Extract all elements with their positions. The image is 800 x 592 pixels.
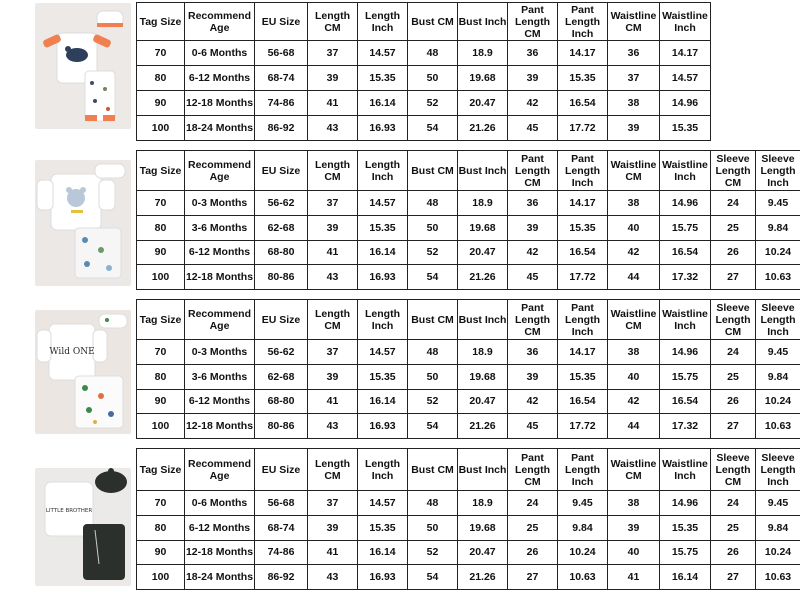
table-cell: 10.24 <box>756 540 800 565</box>
table-cell: 25 <box>711 515 756 540</box>
header-cell: Length CM <box>308 3 358 41</box>
table-cell: 10.24 <box>756 389 800 414</box>
header-cell: Waistline Inch <box>660 151 711 191</box>
table-cell: 20.47 <box>458 540 508 565</box>
table-cell: 70 <box>137 41 185 66</box>
table-cell: 86-92 <box>255 565 308 590</box>
header-cell: Sleeve Length Inch <box>756 151 800 191</box>
header-cell: Recommend Age <box>185 151 255 191</box>
header-cell: Pant Length Inch <box>558 3 608 41</box>
header-row <box>137 3 711 41</box>
table-cell: 16.93 <box>358 565 408 590</box>
table-row <box>137 491 800 516</box>
table-cell: 100 <box>137 414 185 439</box>
table-cell: 14.57 <box>358 191 408 216</box>
header-cell: Length Inch <box>358 3 408 41</box>
table-row <box>137 414 800 439</box>
table-row <box>137 540 800 565</box>
table-cell: 43 <box>308 565 358 590</box>
table-cell: 9.45 <box>558 491 608 516</box>
product-image-wild-one-outfit <box>35 310 131 434</box>
table-cell: 15.75 <box>660 215 711 240</box>
table-cell: 14.57 <box>358 340 408 365</box>
table-cell: 27 <box>711 565 756 590</box>
table-cell: 21.26 <box>458 565 508 590</box>
table-cell: 80 <box>137 215 185 240</box>
table-cell: 39 <box>308 215 358 240</box>
table-cell: 15.35 <box>558 364 608 389</box>
table-cell: 37 <box>608 66 660 91</box>
table-cell: 18.9 <box>458 191 508 216</box>
table-cell: 41 <box>308 240 358 265</box>
table-cell: 80 <box>137 515 185 540</box>
table-cell: 15.35 <box>358 515 408 540</box>
table-cell: 68-80 <box>255 240 308 265</box>
table-row <box>137 191 800 216</box>
header-cell: Bust CM <box>408 3 458 41</box>
table-cell: 54 <box>408 116 458 141</box>
header-cell: EU Size <box>255 449 308 491</box>
table-cell: 26 <box>508 540 558 565</box>
table-cell: 6-12 Months <box>185 66 255 91</box>
table-cell: 38 <box>608 491 660 516</box>
table-cell: 48 <box>408 340 458 365</box>
table-cell: 36 <box>508 340 558 365</box>
header-cell: Tag Size <box>137 3 185 41</box>
table-cell: 44 <box>608 414 660 439</box>
header-row <box>137 300 800 340</box>
table-cell: 68-80 <box>255 389 308 414</box>
header-cell: Sleeve Length CM <box>711 300 756 340</box>
table-cell: 10.63 <box>756 565 800 590</box>
table-cell: 9.84 <box>558 515 608 540</box>
table-cell: 42 <box>508 240 558 265</box>
table-cell: 14.17 <box>558 191 608 216</box>
header-cell: Bust CM <box>408 300 458 340</box>
table-cell: 12-18 Months <box>185 91 255 116</box>
print-text-wild-one: Wild ONE <box>49 347 95 357</box>
header-cell: Bust Inch <box>458 3 508 41</box>
table-cell: 39 <box>508 66 558 91</box>
header-cell: Bust Inch <box>458 300 508 340</box>
header-cell: Bust Inch <box>458 449 508 491</box>
table-cell: 18-24 Months <box>185 116 255 141</box>
table-cell: 19.68 <box>458 66 508 91</box>
table-cell: 80 <box>137 364 185 389</box>
table-cell: 12-18 Months <box>185 414 255 439</box>
header-cell: Waistline CM <box>608 3 660 41</box>
table-cell: 43 <box>308 116 358 141</box>
table-cell: 10.63 <box>756 414 800 439</box>
header-cell: Pant Length CM <box>508 300 558 340</box>
table-cell: 16.14 <box>660 565 711 590</box>
table-cell: 68-74 <box>255 515 308 540</box>
table-cell: 74-86 <box>255 540 308 565</box>
header-cell: Waistline Inch <box>660 449 711 491</box>
table-cell: 14.17 <box>660 41 711 66</box>
header-cell: Sleeve Length Inch <box>756 449 800 491</box>
table-cell: 17.72 <box>558 116 608 141</box>
header-cell: EU Size <box>255 3 308 41</box>
table-cell: 56-68 <box>255 41 308 66</box>
table-cell: 50 <box>408 364 458 389</box>
header-cell: Pant Length Inch <box>558 300 608 340</box>
table-cell: 54 <box>408 565 458 590</box>
table-cell: 44 <box>608 265 660 290</box>
header-cell: Length CM <box>308 449 358 491</box>
table-cell: 16.14 <box>358 91 408 116</box>
header-cell: Recommend Age <box>185 449 255 491</box>
table-cell: 16.93 <box>358 414 408 439</box>
table-cell: 9.84 <box>756 215 800 240</box>
size-table-4 <box>136 448 800 590</box>
table-cell: 3-6 Months <box>185 215 255 240</box>
table-cell: 39 <box>308 66 358 91</box>
table-cell: 20.47 <box>458 240 508 265</box>
table-cell: 80-86 <box>255 265 308 290</box>
table-cell: 19.68 <box>458 215 508 240</box>
table-cell: 50 <box>408 215 458 240</box>
table-cell: 50 <box>408 66 458 91</box>
table-cell: 25 <box>508 515 558 540</box>
table-cell: 36 <box>608 41 660 66</box>
table-cell: 41 <box>608 565 660 590</box>
size-table-3 <box>136 299 800 439</box>
table-cell: 20.47 <box>458 91 508 116</box>
table-cell: 86-92 <box>255 116 308 141</box>
header-cell: Pant Length Inch <box>558 449 608 491</box>
header-cell: Bust CM <box>408 151 458 191</box>
table-cell: 15.75 <box>660 364 711 389</box>
table-cell: 52 <box>408 91 458 116</box>
table-cell: 37 <box>308 191 358 216</box>
table-cell: 37 <box>308 491 358 516</box>
header-cell: Bust Inch <box>458 151 508 191</box>
table-row <box>137 364 800 389</box>
table-cell: 70 <box>137 491 185 516</box>
table-cell: 18.9 <box>458 41 508 66</box>
table-cell: 40 <box>608 364 660 389</box>
size-chart-block-2 <box>0 148 800 292</box>
header-cell: Pant Length CM <box>508 3 558 41</box>
header-cell: Length CM <box>308 151 358 191</box>
header-cell: Sleeve Length Inch <box>756 300 800 340</box>
table-row <box>137 66 711 91</box>
table-cell: 39 <box>508 364 558 389</box>
table-cell: 48 <box>408 191 458 216</box>
table-cell: 16.54 <box>558 91 608 116</box>
table-cell: 100 <box>137 265 185 290</box>
table-cell: 27 <box>711 414 756 439</box>
table-cell: 40 <box>608 540 660 565</box>
table-cell: 9.45 <box>756 491 800 516</box>
table-cell: 62-68 <box>255 364 308 389</box>
header-cell: Waistline Inch <box>660 300 711 340</box>
table-cell: 9.45 <box>756 340 800 365</box>
table-cell: 10.63 <box>558 565 608 590</box>
table-cell: 41 <box>308 91 358 116</box>
table-cell: 14.57 <box>660 66 711 91</box>
table-cell: 100 <box>137 116 185 141</box>
table-cell: 43 <box>308 265 358 290</box>
table-cell: 17.32 <box>660 265 711 290</box>
table-cell: 16.14 <box>358 540 408 565</box>
table-row <box>137 389 800 414</box>
header-cell: Bust CM <box>408 449 458 491</box>
table-cell: 48 <box>408 491 458 516</box>
table-cell: 15.35 <box>660 515 711 540</box>
table-cell: 26 <box>711 240 756 265</box>
header-cell: Tag Size <box>137 300 185 340</box>
table-cell: 36 <box>508 191 558 216</box>
table-cell: 56-62 <box>255 340 308 365</box>
table-cell: 62-68 <box>255 215 308 240</box>
table-cell: 0-6 Months <box>185 41 255 66</box>
table-cell: 15.35 <box>660 116 711 141</box>
table-cell: 12-18 Months <box>185 540 255 565</box>
table-cell: 14.96 <box>660 491 711 516</box>
size-chart-block-4 <box>0 446 800 592</box>
table-cell: 52 <box>408 389 458 414</box>
header-cell: Waistline CM <box>608 151 660 191</box>
table-cell: 39 <box>308 364 358 389</box>
header-cell: Sleeve Length CM <box>711 151 756 191</box>
table-cell: 16.54 <box>660 240 711 265</box>
header-row <box>137 151 800 191</box>
product-image-bear-face-outfit <box>35 160 131 286</box>
table-cell: 100 <box>137 565 185 590</box>
table-cell: 17.32 <box>660 414 711 439</box>
table-row <box>137 41 711 66</box>
header-cell: Tag Size <box>137 449 185 491</box>
header-cell: Length Inch <box>358 449 408 491</box>
table-cell: 54 <box>408 414 458 439</box>
table-cell: 38 <box>608 91 660 116</box>
table-cell: 14.57 <box>358 41 408 66</box>
table-cell: 19.68 <box>458 364 508 389</box>
table-cell: 27 <box>508 565 558 590</box>
table-cell: 12-18 Months <box>185 265 255 290</box>
table-row <box>137 116 711 141</box>
table-cell: 39 <box>608 515 660 540</box>
table-row <box>137 240 800 265</box>
header-cell: Pant Length Inch <box>558 151 608 191</box>
table-cell: 43 <box>308 414 358 439</box>
table-cell: 3-6 Months <box>185 364 255 389</box>
table-cell: 39 <box>308 515 358 540</box>
table-cell: 42 <box>608 389 660 414</box>
table-row <box>137 515 800 540</box>
table-cell: 16.93 <box>358 116 408 141</box>
table-cell: 54 <box>408 265 458 290</box>
size-chart-block-1 <box>0 0 800 143</box>
table-cell: 80-86 <box>255 414 308 439</box>
table-cell: 56-68 <box>255 491 308 516</box>
table-cell: 10.63 <box>756 265 800 290</box>
table-cell: 15.35 <box>558 215 608 240</box>
table-cell: 17.72 <box>558 265 608 290</box>
header-cell: Length CM <box>308 300 358 340</box>
table-cell: 26 <box>711 540 756 565</box>
table-cell: 0-3 Months <box>185 340 255 365</box>
table-cell: 6-12 Months <box>185 515 255 540</box>
table-cell: 14.96 <box>660 191 711 216</box>
header-cell: Sleeve Length CM <box>711 449 756 491</box>
header-cell: Tag Size <box>137 151 185 191</box>
table-row <box>137 565 800 590</box>
table-cell: 37 <box>308 41 358 66</box>
table-cell: 42 <box>608 240 660 265</box>
table-cell: 90 <box>137 91 185 116</box>
size-table-1 <box>136 2 711 141</box>
table-cell: 16.54 <box>558 240 608 265</box>
table-cell: 17.72 <box>558 414 608 439</box>
table-cell: 27 <box>711 265 756 290</box>
header-cell: EU Size <box>255 151 308 191</box>
table-cell: 14.17 <box>558 340 608 365</box>
table-cell: 90 <box>137 540 185 565</box>
header-cell: Recommend Age <box>185 300 255 340</box>
print-text-little-brother: LITTLE BROTHER <box>45 508 93 514</box>
table-row <box>137 340 800 365</box>
table-cell: 52 <box>408 540 458 565</box>
header-cell: Recommend Age <box>185 3 255 41</box>
table-cell: 16.14 <box>358 389 408 414</box>
table-cell: 38 <box>608 191 660 216</box>
table-cell: 9.45 <box>756 191 800 216</box>
table-cell: 80 <box>137 66 185 91</box>
table-cell: 9.84 <box>756 364 800 389</box>
table-cell: 37 <box>308 340 358 365</box>
table-cell: 16.54 <box>660 389 711 414</box>
table-cell: 24 <box>508 491 558 516</box>
table-cell: 41 <box>308 389 358 414</box>
header-cell: Pant Length CM <box>508 449 558 491</box>
table-cell: 90 <box>137 240 185 265</box>
table-cell: 48 <box>408 41 458 66</box>
table-cell: 15.35 <box>358 364 408 389</box>
table-cell: 50 <box>408 515 458 540</box>
table-cell: 16.54 <box>558 389 608 414</box>
table-cell: 41 <box>308 540 358 565</box>
table-cell: 19.68 <box>458 515 508 540</box>
table-cell: 38 <box>608 340 660 365</box>
table-cell: 24 <box>711 491 756 516</box>
table-cell: 0-6 Months <box>185 491 255 516</box>
table-row <box>137 91 711 116</box>
table-cell: 15.75 <box>660 540 711 565</box>
table-cell: 74-86 <box>255 91 308 116</box>
table-cell: 21.26 <box>458 414 508 439</box>
table-cell: 10.24 <box>756 240 800 265</box>
product-image-little-brother-outfit <box>35 468 131 586</box>
table-cell: 14.96 <box>660 340 711 365</box>
table-cell: 15.35 <box>558 66 608 91</box>
table-cell: 6-12 Months <box>185 389 255 414</box>
table-cell: 25 <box>711 364 756 389</box>
table-row <box>137 265 800 290</box>
table-cell: 45 <box>508 116 558 141</box>
table-cell: 14.17 <box>558 41 608 66</box>
table-cell: 18.9 <box>458 491 508 516</box>
product-image-bear-print-outfit <box>35 3 131 129</box>
table-cell: 36 <box>508 41 558 66</box>
table-cell: 18-24 Months <box>185 565 255 590</box>
table-cell: 14.96 <box>660 91 711 116</box>
table-cell: 16.93 <box>358 265 408 290</box>
table-cell: 26 <box>711 389 756 414</box>
table-cell: 40 <box>608 215 660 240</box>
table-cell: 15.35 <box>358 215 408 240</box>
table-cell: 15.35 <box>358 66 408 91</box>
table-cell: 24 <box>711 191 756 216</box>
table-row <box>137 215 800 240</box>
table-cell: 45 <box>508 414 558 439</box>
table-cell: 21.26 <box>458 116 508 141</box>
table-cell: 52 <box>408 240 458 265</box>
table-cell: 14.57 <box>358 491 408 516</box>
table-cell: 24 <box>711 340 756 365</box>
table-cell: 20.47 <box>458 389 508 414</box>
table-cell: 0-3 Months <box>185 191 255 216</box>
table-cell: 25 <box>711 215 756 240</box>
size-table-2 <box>136 150 800 290</box>
size-chart-block-3 <box>0 297 800 441</box>
table-cell: 45 <box>508 265 558 290</box>
table-cell: 6-12 Months <box>185 240 255 265</box>
header-cell: Length Inch <box>358 300 408 340</box>
header-cell: Length Inch <box>358 151 408 191</box>
table-cell: 56-62 <box>255 191 308 216</box>
header-row <box>137 449 800 491</box>
header-cell: Pant Length CM <box>508 151 558 191</box>
header-cell: Waistline CM <box>608 449 660 491</box>
table-cell: 21.26 <box>458 265 508 290</box>
header-cell: Waistline Inch <box>660 3 711 41</box>
table-cell: 70 <box>137 191 185 216</box>
table-cell: 90 <box>137 389 185 414</box>
header-cell: Waistline CM <box>608 300 660 340</box>
header-cell: EU Size <box>255 300 308 340</box>
table-cell: 16.14 <box>358 240 408 265</box>
table-cell: 39 <box>608 116 660 141</box>
table-cell: 68-74 <box>255 66 308 91</box>
table-cell: 39 <box>508 215 558 240</box>
table-cell: 10.24 <box>558 540 608 565</box>
table-cell: 9.84 <box>756 515 800 540</box>
table-cell: 42 <box>508 91 558 116</box>
table-cell: 42 <box>508 389 558 414</box>
table-cell: 18.9 <box>458 340 508 365</box>
table-cell: 70 <box>137 340 185 365</box>
